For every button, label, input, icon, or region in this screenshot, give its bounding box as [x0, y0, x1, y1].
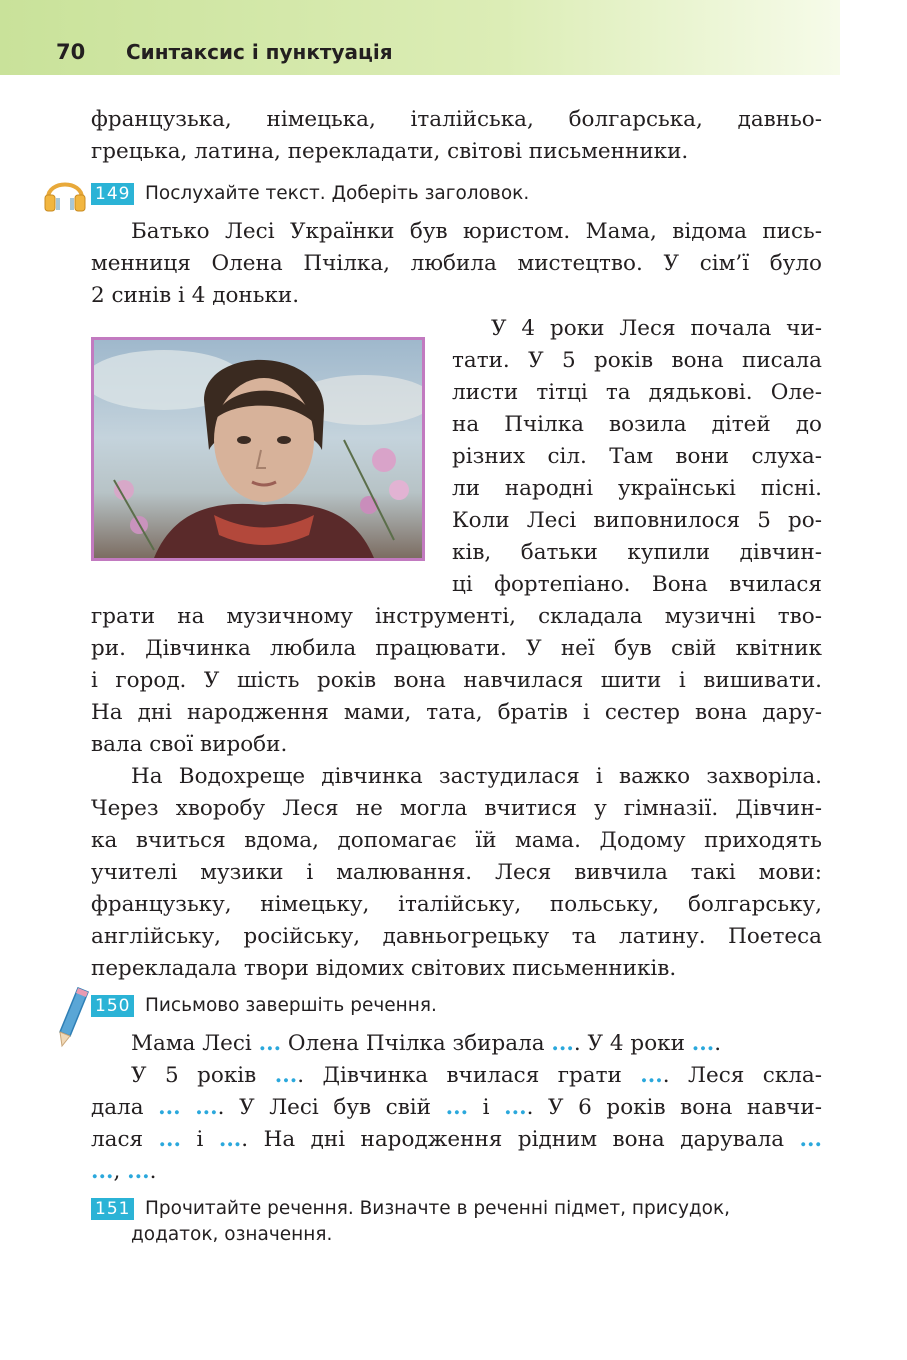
intro-line: грецька, латина, перекладати, світові письменники. — [91, 139, 689, 164]
text-line: ли народні українські пісні. — [452, 476, 822, 501]
text-fragment: . — [714, 1031, 722, 1056]
blank-dots: ... — [127, 1159, 150, 1184]
blank-dots: ... — [91, 1159, 114, 1184]
text-line: Коли Лесі виповнилося 5 ро- — [452, 508, 822, 533]
text-line: ці фортепіано. Вона вчилася — [452, 572, 822, 597]
text-line: французьку, німецьку, італійську, польську, болгарську, — [91, 892, 822, 917]
blank-dots: ... — [799, 1127, 823, 1152]
text-line: перекладала твори відомих світових письменників. — [91, 956, 677, 981]
text-line: тати. У 5 років вона писала — [452, 348, 822, 373]
text-fragment: . У Лесі був свій — [217, 1095, 446, 1120]
section-title: Синтаксис і пунктуація — [126, 40, 393, 64]
blank-dots: ... — [218, 1127, 242, 1152]
completion-line — [91, 1092, 822, 1124]
exercise-number-151: 151 — [91, 1198, 134, 1220]
text-fragment: Олена Пчілка збирала — [281, 1031, 552, 1056]
text-fragment: У 5 років — [131, 1063, 275, 1088]
text-line: ка вчиться вдома, допомагає їй мама. Додому приходять — [91, 828, 822, 853]
headphones-icon — [42, 168, 88, 214]
text-line: і город. У шість років вона навчилася шити і вишивати. — [91, 668, 822, 693]
blank-dots: ... — [445, 1095, 469, 1120]
text-fragment: дала — [91, 1095, 159, 1120]
blank-dots: ... — [195, 1095, 218, 1120]
text-line: вала свої вироби. — [91, 732, 288, 757]
blank-dots: ... — [640, 1063, 663, 1088]
completion-line — [91, 1124, 822, 1156]
blank-dots: ... — [691, 1031, 715, 1056]
exercise-number-149: 149 — [91, 183, 134, 205]
text-line: Через хворобу Леся не могла вчитися у гімназії. Дівчин- — [91, 796, 822, 821]
text-line: На дні народження мами, тата, братів і сестер вона дару- — [91, 700, 822, 725]
intro-line: французька, німецька, італійська, болгарська, давньо- — [91, 107, 822, 132]
exercise-task-149: Послухайте текст. Доберіть заголовок. — [145, 183, 530, 204]
exercise-task-151: Прочитайте речення. Визначте в реченні підмет, присудок, — [145, 1198, 731, 1219]
text-fragment: , — [113, 1159, 128, 1184]
text-fragment: . Дівчинка вчилася грати — [297, 1063, 641, 1088]
text-line: учителі музики і малювання. Леся вивчила такі мови: — [91, 860, 822, 885]
text-line: ків, батьки купили дівчин- — [452, 540, 822, 565]
text-fragment: . У 6 років вона навчи- — [526, 1095, 822, 1120]
text-fragment — [181, 1095, 196, 1120]
exercise-task-151-cont: додаток, означення. — [131, 1224, 333, 1245]
text-line: різних сіл. Там вони слуха- — [452, 444, 822, 469]
text-fragment: і — [468, 1095, 505, 1120]
blank-dots: ... — [504, 1095, 527, 1120]
text-line: менниця Олена Пчілка, любила мистецтво. У сім’ї було — [91, 251, 822, 276]
text-line: листи тітці та дядькові. Оле- — [452, 380, 822, 405]
exercise-task-150: Письмово завершіть речення. — [145, 995, 437, 1016]
text-fragment: лася — [91, 1127, 159, 1152]
text-fragment: Мама Лесі — [131, 1031, 259, 1056]
text-line: На Водохреще дівчинка застудилася і важко захворіла. — [131, 764, 822, 789]
text-line: У 4 роки Леся почала чи- — [491, 316, 822, 341]
blank-dots: ... — [258, 1031, 282, 1056]
page-number: 70 — [56, 40, 86, 64]
text-line: Батько Лесі Українки був юристом. Мама, відома пись- — [131, 219, 822, 244]
portrait-image — [91, 337, 425, 561]
text-fragment: . На дні народження рідним вона дарувала — [241, 1127, 800, 1152]
completion-line — [131, 1060, 822, 1092]
blank-dots: ... — [274, 1063, 298, 1088]
text-line: на Пчілка возила дітей до — [452, 412, 822, 437]
blank-dots: ... — [158, 1127, 182, 1152]
text-line: англійську, російську, давньогрецьку та латину. Поетеса — [91, 924, 822, 949]
text-fragment: і — [181, 1127, 219, 1152]
blank-dots: ... — [551, 1031, 574, 1056]
text-fragment: . У 4 роки — [573, 1031, 692, 1056]
exercise-number-150: 150 — [91, 995, 134, 1017]
text-line: ри. Дівчинка любила працювати. У неї був свій квітник — [91, 636, 822, 661]
completion-line — [91, 1156, 822, 1188]
completion-line — [131, 1028, 822, 1060]
blank-dots: ... — [158, 1095, 181, 1120]
pencil-icon — [56, 986, 90, 1048]
text-line: грати на музичному інструменті, складала музичні тво- — [91, 604, 822, 629]
text-fragment: . Леся скла- — [662, 1063, 822, 1088]
text-line: 2 синів і 4 доньки. — [91, 283, 300, 308]
text-fragment: . — [149, 1159, 157, 1184]
